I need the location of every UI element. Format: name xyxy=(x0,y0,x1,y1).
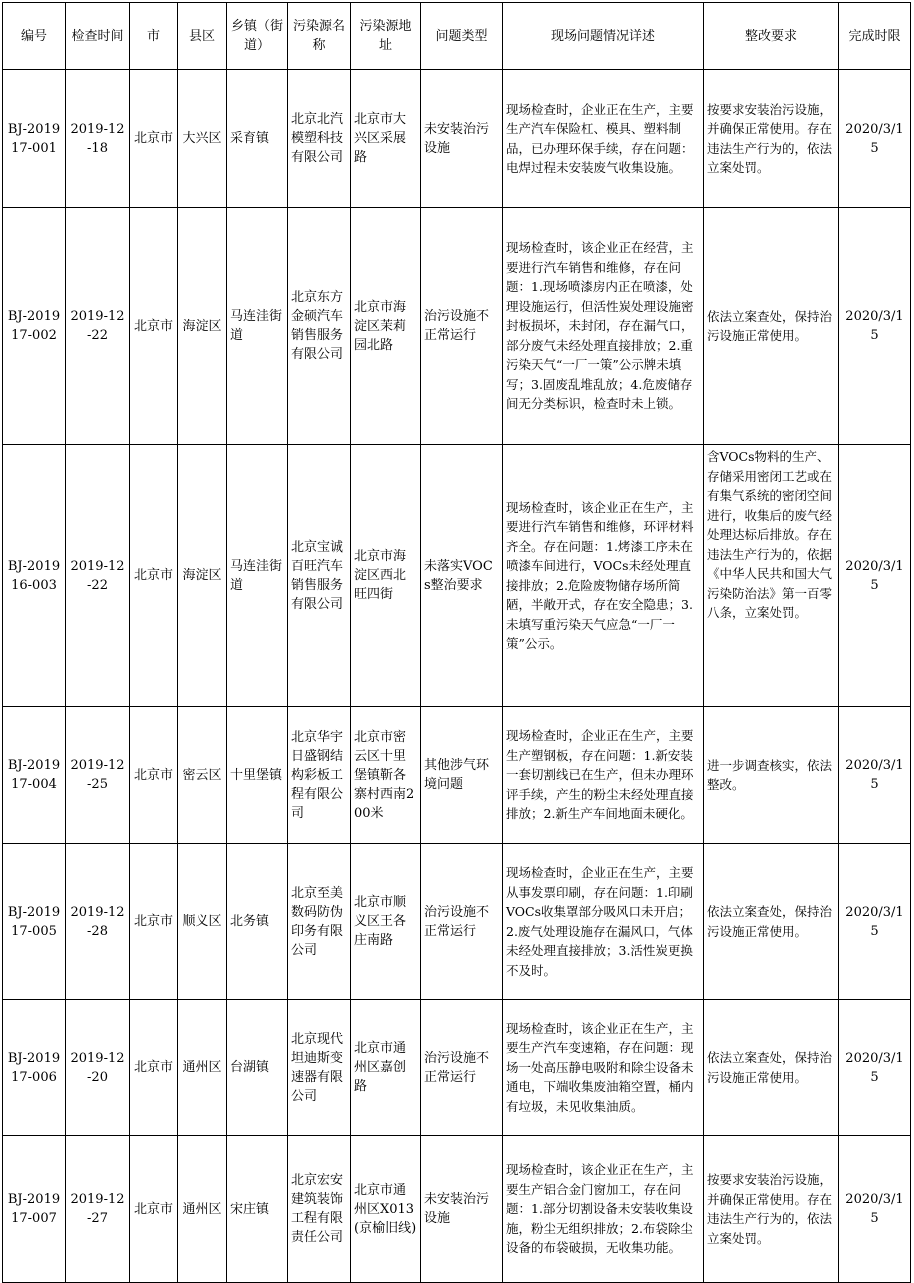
cell-type: 治污设施不正常运行 xyxy=(421,208,503,445)
cell-id: BJ-201917-001 xyxy=(3,70,66,208)
cell-town: 马连洼街道 xyxy=(227,208,288,445)
cell-detail: 现场检查时，该企业正在生产，主要生产铝合金门窗加工，存在问题：1.部分切割设备未安装收集设施，粉尘无组织排放；2.布袋除尘设备的布袋破损，无收集功能。 xyxy=(503,1136,704,1283)
cell-name: 北京至美数码防伪印务有限公司 xyxy=(288,844,351,1000)
cell-id: BJ-201917-006 xyxy=(3,1000,66,1136)
cell-town: 北务镇 xyxy=(227,844,288,1000)
cell-name: 北京东方金硕汽车销售服务有限公司 xyxy=(288,208,351,445)
header-district: 县区 xyxy=(178,3,227,70)
cell-address: 北京市通州区X013(京榆旧线) xyxy=(351,1136,421,1283)
inspection-table xyxy=(2,2,911,1283)
cell-district: 海淀区 xyxy=(178,445,227,707)
cell-date: 2019-12-22 xyxy=(66,445,130,707)
table-row xyxy=(3,1136,911,1283)
header-id: 编号 xyxy=(3,3,66,70)
cell-address: 北京市顺义区王各庄南路 xyxy=(351,844,421,1000)
header-deadline: 完成时限 xyxy=(839,3,911,70)
cell-city: 北京市 xyxy=(130,70,178,208)
header-date: 检查时间 xyxy=(66,3,130,70)
table-row xyxy=(3,445,911,707)
cell-city: 北京市 xyxy=(130,707,178,844)
cell-name: 北京现代坦迪斯变速器有限公司 xyxy=(288,1000,351,1136)
cell-requirement: 进一步调查核实，依法整改。 xyxy=(704,707,839,844)
table-row xyxy=(3,70,911,208)
cell-requirement: 依法立案查处，保持治污设施正常使用。 xyxy=(704,208,839,445)
cell-address: 北京市海淀区西北旺四街 xyxy=(351,445,421,707)
cell-detail: 现场检查时，企业正在生产，主要生产塑钢板，存在问题：1.新安装一套切割线已在生产，但未办理环评手续，产生的粉尘未经处理直接排放；2.新生产车间地面未硬化。 xyxy=(503,707,704,844)
cell-detail: 现场检查时，企业正在生产，主要从事发票印刷，存在问题：1.印刷VOCs收集罩部分吸风口未开启；2.废气处理设施存在漏风口，气体未经处理直接排放；3.活性炭更换不及时。 xyxy=(503,844,704,1000)
cell-type: 未安装治污设施 xyxy=(421,1136,503,1283)
cell-name: 北京宏安建筑装饰工程有限责任公司 xyxy=(288,1136,351,1283)
table-row xyxy=(3,844,911,1000)
table-row xyxy=(3,208,911,445)
cell-id: BJ-201917-002 xyxy=(3,208,66,445)
cell-city: 北京市 xyxy=(130,844,178,1000)
cell-address: 北京市密云区十里堡镇靳各寨村西南200米 xyxy=(351,707,421,844)
header-detail: 现场问题情况详述 xyxy=(503,3,704,70)
cell-address: 北京市通州区嘉创路 xyxy=(351,1000,421,1136)
cell-town: 马连洼街道 xyxy=(227,445,288,707)
cell-district: 密云区 xyxy=(178,707,227,844)
cell-type: 其他涉气环境问题 xyxy=(421,707,503,844)
cell-id: BJ-201917-007 xyxy=(3,1136,66,1283)
cell-town: 台湖镇 xyxy=(227,1000,288,1136)
cell-deadline: 2020/3/15 xyxy=(839,70,911,208)
cell-district: 大兴区 xyxy=(178,70,227,208)
cell-date: 2019-12-22 xyxy=(66,208,130,445)
header-type: 问题类型 xyxy=(421,3,503,70)
cell-district: 通州区 xyxy=(178,1136,227,1283)
cell-town: 十里堡镇 xyxy=(227,707,288,844)
cell-date: 2019-12-28 xyxy=(66,844,130,1000)
header-row xyxy=(3,3,911,70)
cell-date: 2019-12-27 xyxy=(66,1136,130,1283)
cell-deadline: 2020/3/15 xyxy=(839,707,911,844)
cell-town: 宋庄镇 xyxy=(227,1136,288,1283)
cell-address: 北京市大兴区采展路 xyxy=(351,70,421,208)
cell-city: 北京市 xyxy=(130,445,178,707)
cell-deadline: 2020/3/15 xyxy=(839,1000,911,1136)
header-city: 市 xyxy=(130,3,178,70)
cell-requirement: 依法立案查处，保持治污设施正常使用。 xyxy=(704,844,839,1000)
cell-type: 治污设施不正常运行 xyxy=(421,844,503,1000)
header-requirement: 整改要求 xyxy=(704,3,839,70)
cell-deadline: 2020/3/15 xyxy=(839,844,911,1000)
header-address: 污染源地址 xyxy=(351,3,421,70)
header-name: 污染源名称 xyxy=(288,3,351,70)
cell-district: 通州区 xyxy=(178,1000,227,1136)
cell-type: 未落实VOCs整治要求 xyxy=(421,445,503,707)
cell-date: 2019-12-18 xyxy=(66,70,130,208)
cell-district: 海淀区 xyxy=(178,208,227,445)
cell-date: 2019-12-20 xyxy=(66,1000,130,1136)
cell-deadline: 2020/3/15 xyxy=(839,1136,911,1283)
cell-name: 北京宝诚百旺汽车销售服务有限公司 xyxy=(288,445,351,707)
cell-id: BJ-201916-003 xyxy=(3,445,66,707)
cell-date: 2019-12-25 xyxy=(66,707,130,844)
cell-deadline: 2020/3/15 xyxy=(839,208,911,445)
table-row xyxy=(3,1000,911,1136)
cell-requirement: 依法立案查处，保持治污设施正常使用。 xyxy=(704,1000,839,1136)
cell-city: 北京市 xyxy=(130,1136,178,1283)
cell-id: BJ-201917-004 xyxy=(3,707,66,844)
cell-requirement: 含VOCs物料的生产、存储采用密闭工艺或在有集气系统的密闭空间进行，收集后的废气经处理达标后排放。存在违法生产行为的，依据《中华人民共和国大气污染防治法》第一百零八条，立案处罚。 xyxy=(704,445,839,707)
cell-town: 采育镇 xyxy=(227,70,288,208)
cell-address: 北京市海淀区茉莉园北路 xyxy=(351,208,421,445)
cell-city: 北京市 xyxy=(130,1000,178,1136)
cell-name: 北京北汽模塑科技有限公司 xyxy=(288,70,351,208)
cell-requirement: 按要求安装治污设施，并确保正常使用。存在违法生产行为的，依法立案处罚。 xyxy=(704,1136,839,1283)
cell-detail: 现场检查时，该企业正在生产，主要生产汽车变速箱，存在问题：现场一处高压静电吸附和除尘设备未通电，下端收集废油箱空置，桶内有垃圾，未见收集油质。 xyxy=(503,1000,704,1136)
cell-name: 北京华宇日盛钢结构彩板工程有限公司 xyxy=(288,707,351,844)
header-town: 乡镇（街道） xyxy=(227,3,288,70)
cell-city: 北京市 xyxy=(130,208,178,445)
cell-detail: 现场检查时，该企业正在生产，主要进行汽车销售和维修，环评材料齐全。存在问题：1.烤漆工序未在喷漆车间进行，VOCs未经处理直接排放；2.危险废物储存场所简陋，半敞开式，存在安全隐患；3.未填写重污染天气应急“一厂一策”公示。 xyxy=(503,445,704,707)
cell-type: 治污设施不正常运行 xyxy=(421,1000,503,1136)
cell-detail: 现场检查时，该企业正在经营，主要进行汽车销售和维修，存在问题：1.现场喷漆房内正在喷漆，处理设施运行，但活性炭处理设施密封板损坏，未封闭，存在漏气口，部分废气未经处理直接排放；2.重污染天气“一厂一策”公示牌未填写；3.固废乱堆乱放；4.危废储存间无分类标识，检查时未上锁。 xyxy=(503,208,704,445)
cell-district: 顺义区 xyxy=(178,844,227,1000)
cell-requirement: 按要求安装治污设施，并确保正常使用。存在违法生产行为的，依法立案处罚。 xyxy=(704,70,839,208)
cell-detail: 现场检查时，企业正在生产，主要生产汽车保险杠、模具、塑料制品，已办理环保手续，存在问题：电焊过程未安装废气收集设施。 xyxy=(503,70,704,208)
cell-type: 未安装治污设施 xyxy=(421,70,503,208)
cell-id: BJ-201917-005 xyxy=(3,844,66,1000)
cell-deadline: 2020/3/15 xyxy=(839,445,911,707)
table-row xyxy=(3,707,911,844)
